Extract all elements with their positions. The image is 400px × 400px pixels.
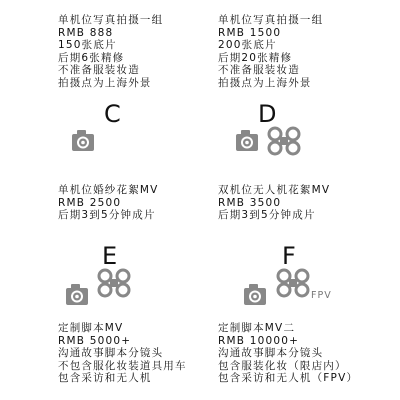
package-f-letter: F xyxy=(282,242,296,270)
package-d-letter: D xyxy=(258,100,277,128)
package-b-line: RMB 1500 xyxy=(218,26,282,39)
package-f-line: 沟通故事脚本分镜头 xyxy=(218,347,324,360)
package-d-line: 双机位无人机花絮MV xyxy=(218,184,331,196)
drone-icon xyxy=(97,268,131,298)
package-e-letter: E xyxy=(102,242,118,270)
package-e-line: RMB 5000+ xyxy=(58,334,132,347)
package-c-line: 单机位婚纱花絮MV xyxy=(58,184,159,196)
package-b-line: 不准备服装妆造 xyxy=(218,64,300,77)
package-a-line: 后期6张精修 xyxy=(58,51,125,64)
fpv-label: FPV xyxy=(311,290,332,301)
package-a-line: 单机位写真拍摄一组 xyxy=(58,14,164,26)
package-d-line: RMB 3500 xyxy=(218,196,282,209)
drone-icon xyxy=(276,268,310,298)
package-e-details xyxy=(58,322,187,385)
package-e-line: 定制脚本MV xyxy=(58,322,124,334)
package-a-line: 不准备服装妆造 xyxy=(58,64,140,77)
package-b-line: 拍摄点为上海外景 xyxy=(218,76,312,89)
package-b-line: 后期20张精修 xyxy=(218,51,293,64)
package-d-line: 后期3到5分钟成片 xyxy=(218,209,316,222)
package-a-line: 150张底片 xyxy=(58,39,117,52)
camera-icon xyxy=(242,282,268,308)
package-f-line: 包含采访和无人机（FPV） xyxy=(218,372,359,385)
package-d-details xyxy=(218,184,330,222)
package-f-line: RMB 10000+ xyxy=(218,334,300,347)
package-a-details xyxy=(58,14,163,90)
package-c-line: RMB 2500 xyxy=(58,196,122,209)
drone-icon xyxy=(267,126,301,156)
package-f-line: 定制脚本MV二 xyxy=(218,322,296,334)
package-b-details xyxy=(218,14,323,90)
camera-icon xyxy=(70,128,96,154)
package-e-line: 不包含服化妆装道具用车 xyxy=(58,359,187,372)
camera-icon xyxy=(64,282,90,308)
package-c-line: 后期3到5分钟成片 xyxy=(58,209,156,222)
package-a-line: RMB 888 xyxy=(58,26,114,39)
package-f-details xyxy=(218,322,358,385)
package-e-line: 包含采访和无人机 xyxy=(58,372,152,385)
package-c-details xyxy=(58,184,159,222)
package-e-line: 沟通故事脚本分镜头 xyxy=(58,347,164,360)
package-f-line: 包含服装化妆（限店内） xyxy=(218,359,347,372)
package-a-line: 拍摄点为上海外景 xyxy=(58,76,152,89)
camera-icon xyxy=(234,128,260,154)
package-b-line: 200张底片 xyxy=(218,39,277,52)
package-b-line: 单机位写真拍摄一组 xyxy=(218,14,324,26)
package-c-letter: C xyxy=(104,100,121,128)
